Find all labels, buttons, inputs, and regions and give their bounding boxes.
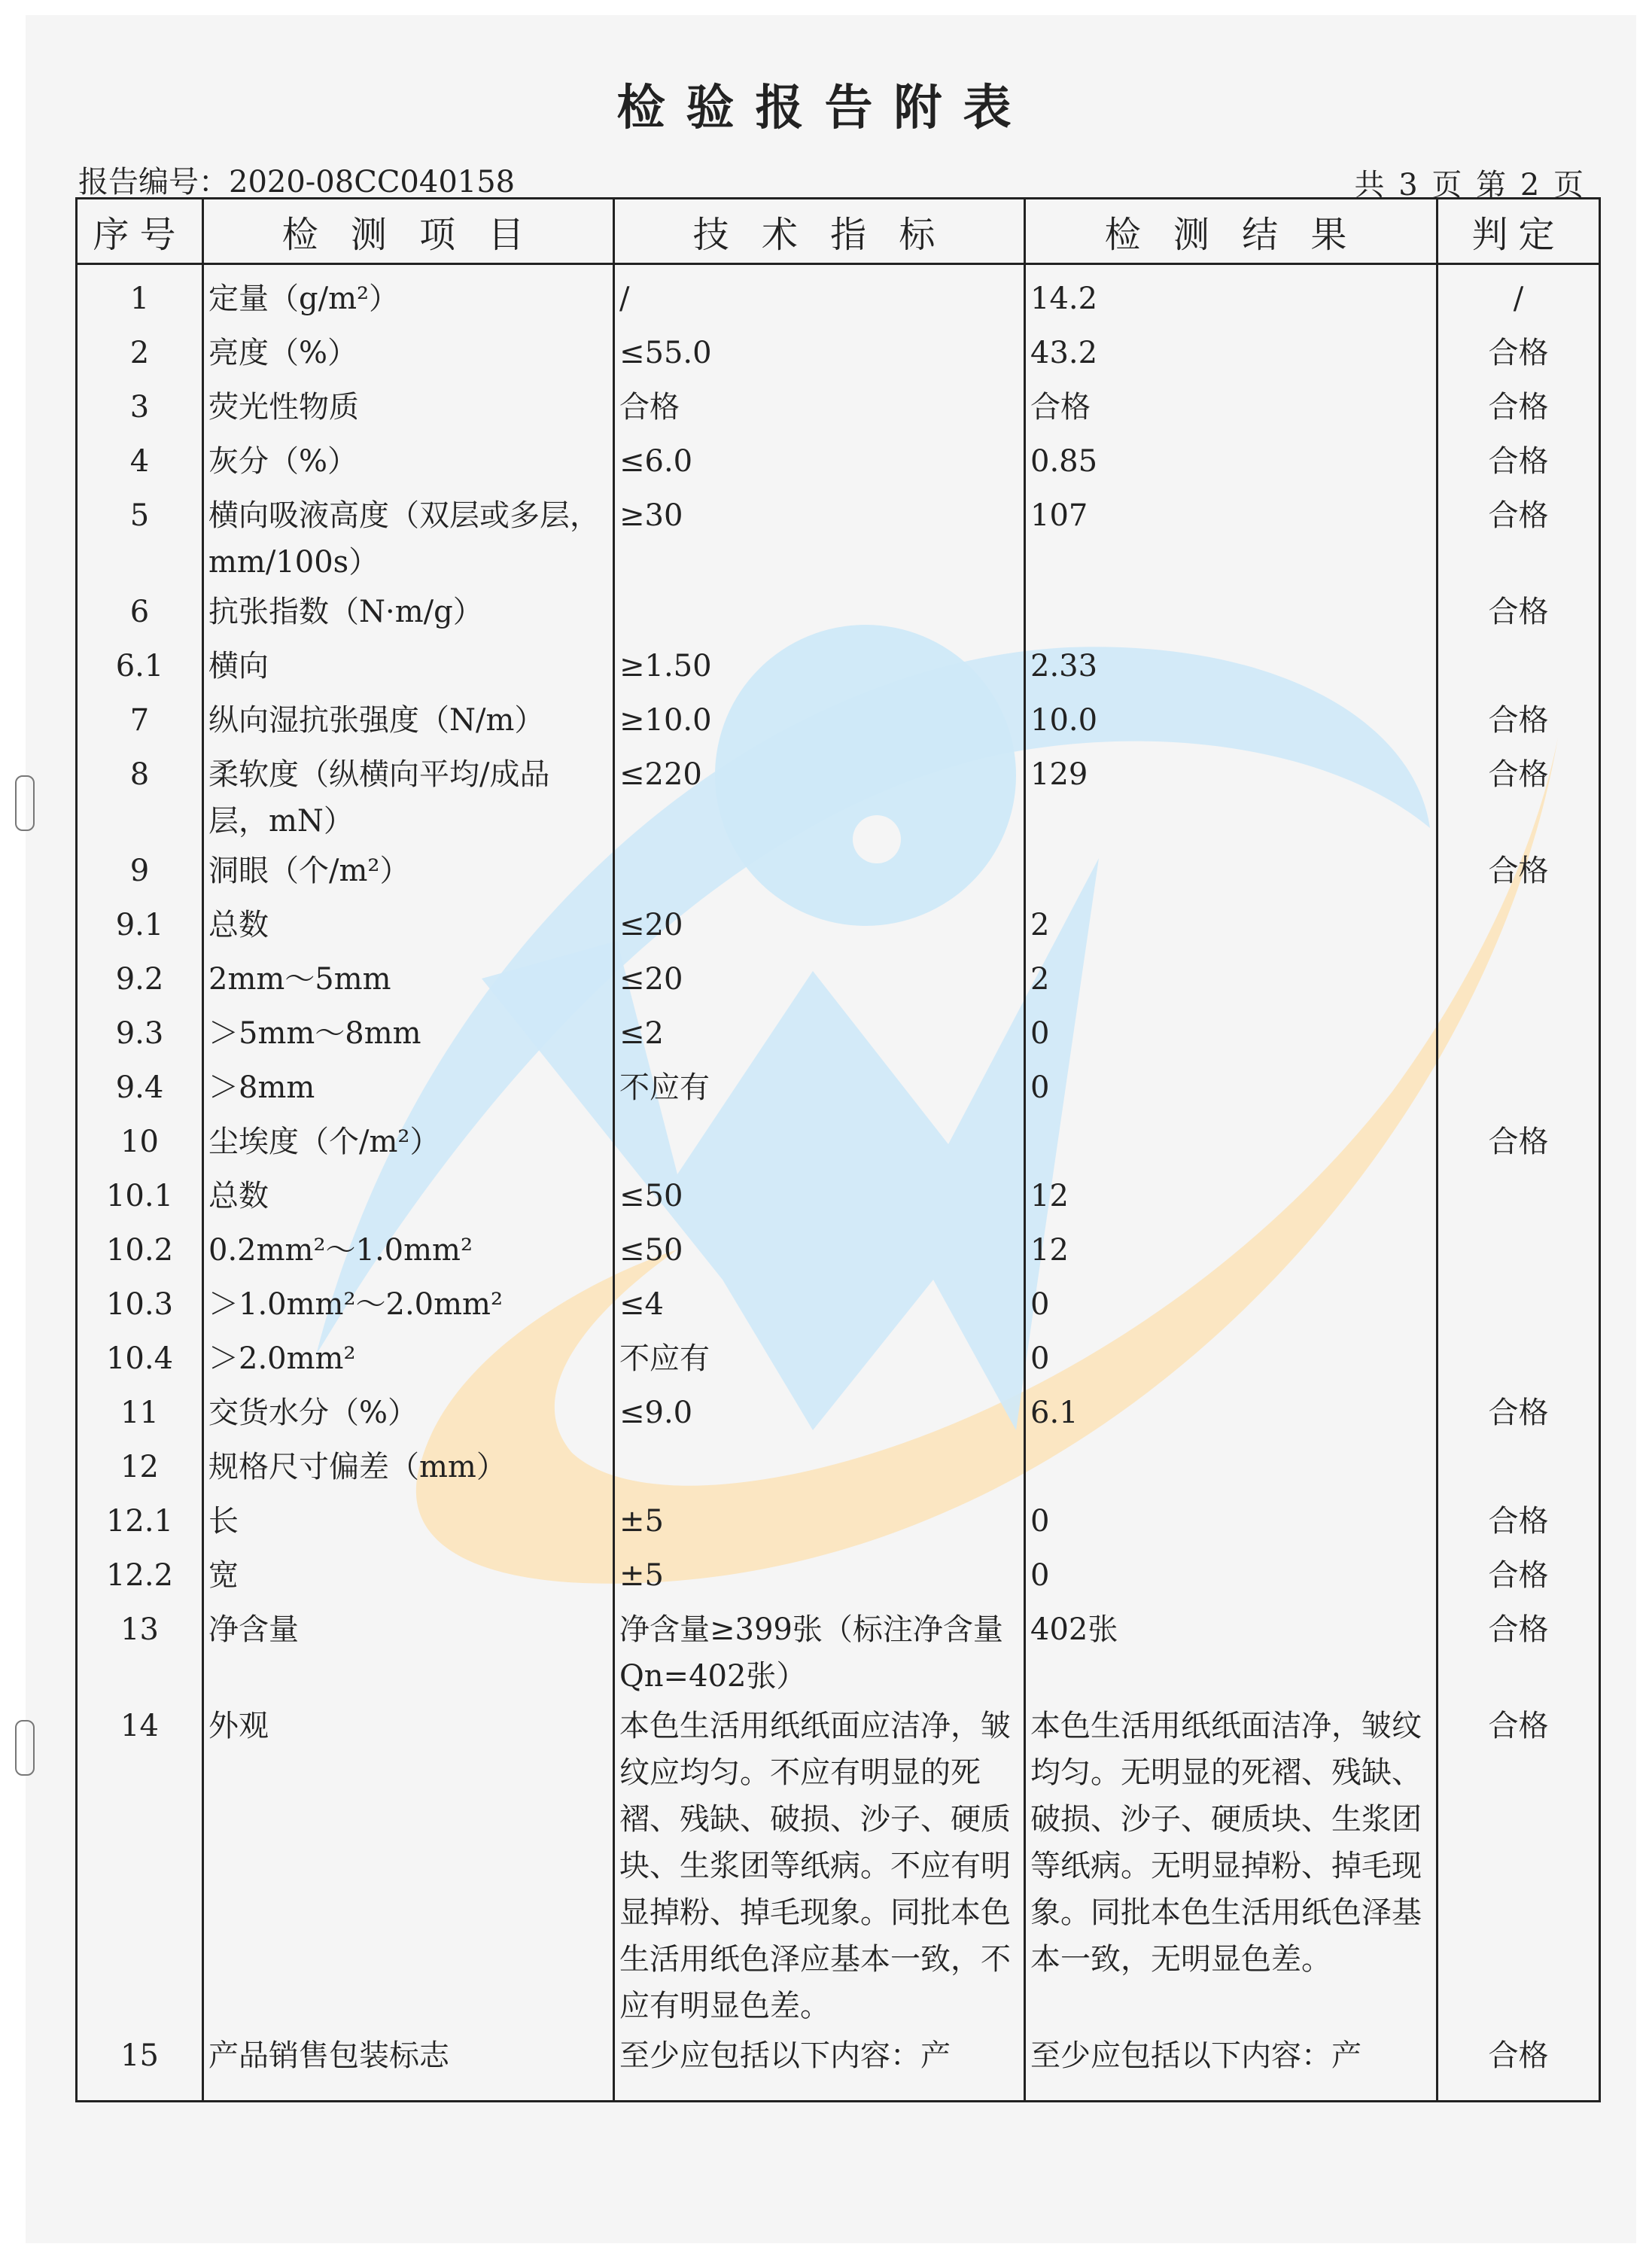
cell-seq: 5 [77, 489, 203, 586]
cell-spec: ≤20 [614, 899, 1025, 953]
cell-seq: 13 [77, 1603, 203, 1700]
table-row [77, 1387, 1600, 1441]
cell-result [1025, 1116, 1438, 1170]
cell-result: 129 [1025, 748, 1438, 845]
cell-item: ＞8mm [203, 1061, 614, 1116]
cell-item: 总数 [203, 1170, 614, 1224]
cell-judge: 合格 [1438, 381, 1600, 435]
cell-result: 至少应包括以下内容：产 [1025, 2029, 1438, 2102]
cell-seq: 10.3 [77, 1278, 203, 1332]
binding-clip [15, 1720, 35, 1776]
cell-item: 荧光性物质 [203, 381, 614, 435]
cell-spec: / [614, 264, 1025, 327]
cell-item: 柔软度（纵横向平均/成品层，mN） [203, 748, 614, 845]
cell-judge: 合格 [1438, 694, 1600, 748]
cell-spec [614, 1441, 1025, 1495]
cell-spec: ≤4 [614, 1278, 1025, 1332]
cell-result: 12 [1025, 1224, 1438, 1278]
cell-item: 纵向湿抗张强度（N/m） [203, 694, 614, 748]
cell-judge: / [1438, 264, 1600, 327]
table-row [77, 1224, 1600, 1278]
cell-result: 0 [1025, 1007, 1438, 1061]
table-row [77, 1603, 1600, 1700]
cell-result: 2 [1025, 899, 1438, 953]
cell-spec [614, 586, 1025, 640]
cell-result: 107 [1025, 489, 1438, 586]
cell-judge [1438, 1278, 1600, 1332]
cell-item: 规格尺寸偏差（mm） [203, 1441, 614, 1495]
cell-spec: ±5 [614, 1549, 1025, 1603]
cell-judge: 合格 [1438, 1603, 1600, 1700]
column-header-result: 检 测 结 果 [1025, 199, 1438, 264]
cell-judge: 合格 [1438, 1700, 1600, 2029]
table-row [77, 264, 1600, 327]
table-row [77, 489, 1600, 586]
cell-spec: ≤50 [614, 1224, 1025, 1278]
cell-judge [1438, 1224, 1600, 1278]
cell-judge: 合格 [1438, 1549, 1600, 1603]
cell-item: 净含量 [203, 1603, 614, 1700]
cell-result: 14.2 [1025, 264, 1438, 327]
cell-item: 交货水分（%） [203, 1387, 614, 1441]
table-row [77, 748, 1600, 845]
cell-judge: 合格 [1438, 1387, 1600, 1441]
cell-spec: ≥10.0 [614, 694, 1025, 748]
cell-result: 0 [1025, 1061, 1438, 1116]
cell-result: 0 [1025, 1332, 1438, 1387]
cell-judge: 合格 [1438, 2029, 1600, 2102]
cell-spec: 不应有 [614, 1061, 1025, 1116]
cell-seq: 3 [77, 381, 203, 435]
cell-item: 洞眼（个/m²） [203, 845, 614, 899]
cell-seq: 12 [77, 1441, 203, 1495]
cell-spec: ≥30 [614, 489, 1025, 586]
cell-seq: 12.2 [77, 1549, 203, 1603]
cell-spec: ≤220 [614, 748, 1025, 845]
cell-seq: 10.4 [77, 1332, 203, 1387]
table-row [77, 694, 1600, 748]
cell-seq: 4 [77, 435, 203, 489]
table-row [77, 1170, 1600, 1224]
cell-item: 横向吸液高度（双层或多层，mm/100s） [203, 489, 614, 586]
cell-result: 0.85 [1025, 435, 1438, 489]
cell-result: 0 [1025, 1278, 1438, 1332]
cell-spec [614, 845, 1025, 899]
column-header-seq: 序号 [77, 199, 203, 264]
cell-result: 10.0 [1025, 694, 1438, 748]
cell-item: 亮度（%） [203, 327, 614, 381]
table-row [77, 435, 1600, 489]
cell-item: 宽 [203, 1549, 614, 1603]
table-row [77, 1441, 1600, 1495]
table-row [77, 1116, 1600, 1170]
cell-item: 产品销售包装标志 [203, 2029, 614, 2102]
cell-judge: 合格 [1438, 1116, 1600, 1170]
cell-spec: 净含量≥399张（标注净含量Qn=402张） [614, 1603, 1025, 1700]
table-row [77, 1549, 1600, 1603]
cell-judge: 合格 [1438, 435, 1600, 489]
cell-spec: 不应有 [614, 1332, 1025, 1387]
column-header-judge: 判定 [1438, 199, 1600, 264]
cell-item: ＞5mm～8mm [203, 1007, 614, 1061]
cell-result: 6.1 [1025, 1387, 1438, 1441]
inspection-table [75, 197, 1601, 2102]
cell-result: 0 [1025, 1549, 1438, 1603]
cell-judge [1438, 1441, 1600, 1495]
cell-item: ＞1.0mm²～2.0mm² [203, 1278, 614, 1332]
cell-result: 0 [1025, 1495, 1438, 1549]
cell-spec: 本色生活用纸纸面应洁净，皱纹应均匀。不应有明显的死褶、残缺、破损、沙子、硬质块、生浆团等纸病。不应有明显掉粉、掉毛现象。同批本色生活用纸色泽应基本一致，不应有明显色差。 [614, 1700, 1025, 2029]
cell-judge [1438, 1061, 1600, 1116]
table-row [77, 640, 1600, 694]
cell-spec: 至少应包括以下内容：产 [614, 2029, 1025, 2102]
cell-seq: 9.2 [77, 953, 203, 1007]
table-row [77, 1332, 1600, 1387]
table-row [77, 327, 1600, 381]
cell-item: 长 [203, 1495, 614, 1549]
cell-spec: ±5 [614, 1495, 1025, 1549]
cell-judge: 合格 [1438, 489, 1600, 586]
cell-judge [1438, 1007, 1600, 1061]
cell-seq: 9.1 [77, 899, 203, 953]
cell-seq: 6 [77, 586, 203, 640]
cell-seq: 9.4 [77, 1061, 203, 1116]
cell-result: 43.2 [1025, 327, 1438, 381]
cell-judge: 合格 [1438, 845, 1600, 899]
cell-item: 抗张指数（N·m/g） [203, 586, 614, 640]
cell-spec: ≥1.50 [614, 640, 1025, 694]
table-row [77, 1495, 1600, 1549]
cell-seq: 1 [77, 264, 203, 327]
cell-spec [614, 1116, 1025, 1170]
binding-clip [15, 775, 35, 831]
cell-spec: ≤20 [614, 953, 1025, 1007]
table-row [77, 381, 1600, 435]
column-header-item: 检 测 项 目 [203, 199, 614, 264]
cell-judge [1438, 1332, 1600, 1387]
cell-item: 尘埃度（个/m²） [203, 1116, 614, 1170]
cell-judge [1438, 1170, 1600, 1224]
cell-result: 12 [1025, 1170, 1438, 1224]
table-row [77, 953, 1600, 1007]
cell-item: 外观 [203, 1700, 614, 2029]
cell-seq: 2 [77, 327, 203, 381]
cell-seq: 11 [77, 1387, 203, 1441]
cell-seq: 14 [77, 1700, 203, 2029]
cell-result: 合格 [1025, 381, 1438, 435]
cell-seq: 6.1 [77, 640, 203, 694]
cell-seq: 7 [77, 694, 203, 748]
table-row [77, 2029, 1600, 2102]
cell-judge: 合格 [1438, 1495, 1600, 1549]
table-row [77, 586, 1600, 640]
cell-spec: ≤55.0 [614, 327, 1025, 381]
table-row [77, 845, 1600, 899]
cell-item: 0.2mm²～1.0mm² [203, 1224, 614, 1278]
cell-item: 总数 [203, 899, 614, 953]
cell-result: 2 [1025, 953, 1438, 1007]
cell-result: 本色生活用纸纸面洁净，皱纹均匀。无明显的死褶、残缺、破损、沙子、硬质块、生浆团等纸病。无明显掉粉、掉毛现象。同批本色生活用纸色泽基本一致，无明显色差。 [1025, 1700, 1438, 2029]
report-title: 检验报告附表 [616, 80, 1033, 136]
cell-spec: ≤9.0 [614, 1387, 1025, 1441]
table-row [77, 1061, 1600, 1116]
cell-judge [1438, 640, 1600, 694]
cell-seq: 8 [77, 748, 203, 845]
cell-seq: 9.3 [77, 1007, 203, 1061]
cell-result [1025, 1441, 1438, 1495]
table-row [77, 1700, 1600, 2029]
cell-judge: 合格 [1438, 586, 1600, 640]
table-header-row [77, 199, 1600, 264]
cell-seq: 12.1 [77, 1495, 203, 1549]
cell-spec: ≤50 [614, 1170, 1025, 1224]
report-number: 报告编号：2020-08CC040158 [78, 165, 516, 199]
table-row [77, 1007, 1600, 1061]
column-header-spec: 技 术 指 标 [614, 199, 1025, 264]
cell-judge [1438, 899, 1600, 953]
cell-spec: 合格 [614, 381, 1025, 435]
cell-result [1025, 845, 1438, 899]
cell-result: 2.33 [1025, 640, 1438, 694]
table-row [77, 899, 1600, 953]
page-indicator: 共 3 页 第 2 页 [1354, 168, 1586, 202]
cell-result [1025, 586, 1438, 640]
table-row [77, 1278, 1600, 1332]
cell-seq: 9 [77, 845, 203, 899]
cell-judge: 合格 [1438, 748, 1600, 845]
cell-judge: 合格 [1438, 327, 1600, 381]
cell-seq: 10 [77, 1116, 203, 1170]
cell-item: 横向 [203, 640, 614, 694]
cell-result: 402张 [1025, 1603, 1438, 1700]
cell-judge [1438, 953, 1600, 1007]
cell-item: 2mm～5mm [203, 953, 614, 1007]
cell-spec: ≤2 [614, 1007, 1025, 1061]
cell-item: ＞2.0mm² [203, 1332, 614, 1387]
cell-seq: 15 [77, 2029, 203, 2102]
cell-item: 定量（g/m²） [203, 264, 614, 327]
cell-spec: ≤6.0 [614, 435, 1025, 489]
cell-seq: 10.1 [77, 1170, 203, 1224]
cell-seq: 10.2 [77, 1224, 203, 1278]
cell-item: 灰分（%） [203, 435, 614, 489]
